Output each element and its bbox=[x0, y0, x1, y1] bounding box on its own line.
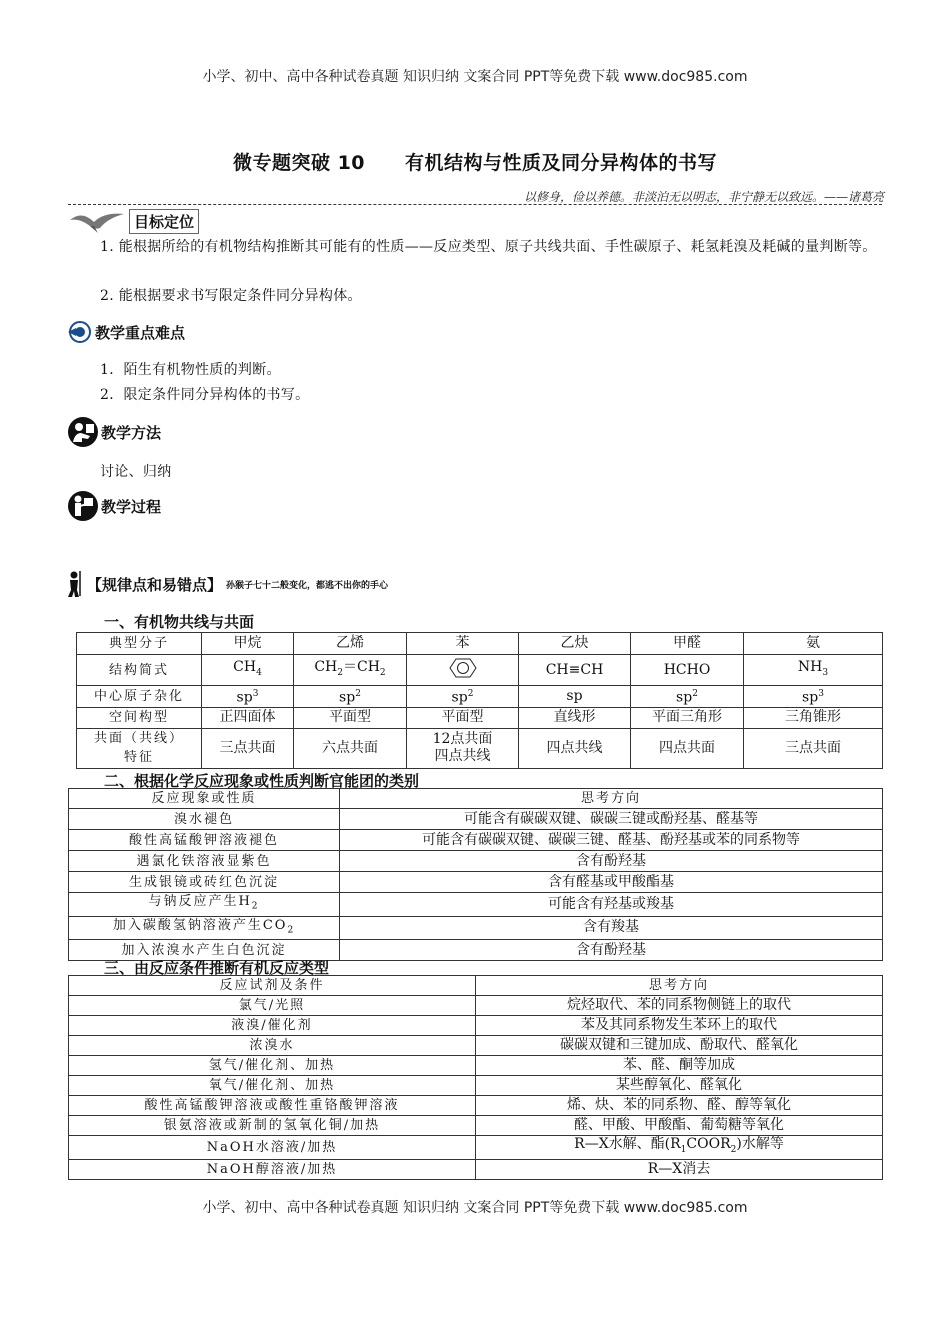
shape-cell: 平面型 bbox=[407, 707, 519, 728]
rules-heading-text: 【规律点和易错点】 bbox=[87, 575, 223, 594]
rules-note: 孙猴子七十二般变化，都逃不出你的手心 bbox=[226, 580, 389, 591]
formula-cell: HCHO bbox=[631, 655, 744, 686]
phenomenon-cell: 酸性高锰酸钾溶液褪色 bbox=[69, 830, 340, 851]
header-cell: 思考方向 bbox=[476, 976, 883, 996]
header-cell: 反应现象或性质 bbox=[69, 789, 340, 809]
condition-cell: 酸性高锰酸钾溶液或酸性重铬酸钾溶液 bbox=[69, 1096, 476, 1116]
row-label: 典型分子 bbox=[77, 633, 202, 655]
goals-heading-text: 目标定位 bbox=[129, 209, 199, 234]
part3-table bbox=[68, 975, 883, 1180]
direction-cell: R—X消去 bbox=[476, 1159, 883, 1179]
seagull-icon bbox=[68, 206, 126, 236]
method-text: 讨论、归纳 bbox=[100, 464, 172, 480]
direction-cell: 含有醛基或甲酸酯基 bbox=[340, 872, 883, 893]
condition-cell: 氧气/催化剂、加热 bbox=[69, 1076, 476, 1096]
direction-cell: 烷烃取代、苯的同系物侧链上的取代 bbox=[476, 996, 883, 1016]
phenomenon-cell: 与钠反应产生$H_2$ bbox=[69, 893, 340, 917]
page-footer: 小学、初中、高中各种试卷真题 知识归纳 文案合同 PPT等免费下载 www.doc985.com bbox=[202, 1200, 748, 1216]
direction-cell: 烯、炔、苯的同系物、醛、醇等氧化 bbox=[476, 1096, 883, 1116]
motto: 以修身，俭以养德。非淡泊无以明志，非宁静无以致远。——诸葛亮 bbox=[523, 190, 884, 204]
molecule-cell: 苯 bbox=[407, 633, 519, 655]
hybrid-cell: $sp^2$ bbox=[294, 686, 407, 708]
process-heading bbox=[68, 490, 161, 522]
table-row bbox=[69, 1076, 883, 1096]
table-row bbox=[77, 633, 883, 655]
eye-target-icon bbox=[68, 320, 92, 344]
shape-cell: 直线形 bbox=[519, 707, 631, 728]
condition-cell: 氯气/光照 bbox=[69, 996, 476, 1016]
table-row bbox=[69, 809, 883, 830]
table-row bbox=[69, 1016, 883, 1036]
phenomenon-cell: 加入碳酸氢钠溶液产生$CO_2$ bbox=[69, 916, 340, 940]
keypoint-item-1: 1．陌生有机物性质的判断。 bbox=[100, 362, 281, 378]
header-cell: 反应试剂及条件 bbox=[69, 976, 476, 996]
part2-table bbox=[68, 788, 883, 961]
shape-cell: 正四面体 bbox=[202, 707, 294, 728]
table-row bbox=[69, 976, 883, 996]
title-number: 微专题突破 10 bbox=[232, 152, 366, 174]
formula-cell: $CH_4$ bbox=[202, 655, 294, 686]
phenomenon-cell: 遇氯化铁溶液显紫色 bbox=[69, 851, 340, 872]
direction-cell: 可能含有羟基或羧基 bbox=[340, 893, 883, 917]
presenter-icon bbox=[68, 490, 98, 522]
direction-cell: 碳碳双键和三键加成、酚取代、醛氧化 bbox=[476, 1036, 883, 1056]
dashed-divider bbox=[68, 204, 882, 205]
feature-cell: 四点共线 bbox=[519, 728, 631, 768]
table-row bbox=[69, 893, 883, 917]
phenomenon-cell: 溴水褪色 bbox=[69, 809, 340, 830]
table-row bbox=[69, 1136, 883, 1160]
condition-cell: NaOH水溶液/加热 bbox=[69, 1136, 476, 1160]
monkey-king-icon bbox=[64, 570, 84, 598]
page-header: 小学、初中、高中各种试卷真题 知识归纳 文案合同 PPT等免费下载 www.doc985.com bbox=[202, 69, 748, 85]
keypoints-heading-text: 教学重点难点 bbox=[95, 323, 186, 342]
table-row bbox=[69, 789, 883, 809]
title-topic: 有机结构与性质及同分异构体的书写 bbox=[405, 152, 718, 174]
row-label: 共面（共线）特征 bbox=[77, 728, 202, 768]
condition-cell: 银氨溶液或新制的氢氧化铜/加热 bbox=[69, 1116, 476, 1136]
direction-cell: 含有羧基 bbox=[340, 916, 883, 940]
molecule-cell: 甲醛 bbox=[631, 633, 744, 655]
direction-cell: 醛、甲酸、甲酸酯、葡萄糖等氧化 bbox=[476, 1116, 883, 1136]
part1-title: 一、有机物共线与共面 bbox=[104, 613, 255, 631]
table-row bbox=[69, 872, 883, 893]
table-row bbox=[77, 655, 883, 686]
shape-cell: 平面型 bbox=[294, 707, 407, 728]
page-title bbox=[0, 148, 950, 175]
table-row bbox=[77, 707, 883, 728]
phenomenon-cell: 生成银镜或砖红色沉淀 bbox=[69, 872, 340, 893]
table-row bbox=[69, 830, 883, 851]
teacher-icon bbox=[68, 416, 98, 448]
condition-cell: 液溴/催化剂 bbox=[69, 1016, 476, 1036]
table-row bbox=[69, 1159, 883, 1179]
formula-cell: $NH_3$ bbox=[744, 655, 883, 686]
method-heading bbox=[68, 416, 161, 448]
row-label: 中心原子杂化 bbox=[77, 686, 202, 708]
keypoints-heading bbox=[68, 320, 185, 344]
molecule-cell: 氨 bbox=[744, 633, 883, 655]
goal-item-2: 2. 能根据要求书写限定条件同分异构体。 bbox=[100, 288, 362, 304]
table-row bbox=[69, 1096, 883, 1116]
table-row bbox=[69, 996, 883, 1016]
hybrid-cell: sp bbox=[519, 686, 631, 708]
method-heading-text: 教学方法 bbox=[101, 423, 162, 442]
hybrid-cell: $sp^3$ bbox=[744, 686, 883, 708]
row-label: 结构简式 bbox=[77, 655, 202, 686]
molecule-cell: 甲烷 bbox=[202, 633, 294, 655]
direction-cell: 可能含有碳碳双键、碳碳三键或酚羟基、醛基等 bbox=[340, 809, 883, 830]
formula-cell: $CH_2=CH_2$ bbox=[294, 655, 407, 686]
header-cell: 思考方向 bbox=[340, 789, 883, 809]
keypoint-item-2: 2．限定条件同分异构体的书写。 bbox=[100, 387, 310, 403]
table-row bbox=[69, 1116, 883, 1136]
direction-cell: 可能含有碳碳双键、碳碳三键、醛基、酚羟基或苯的同系物等 bbox=[340, 830, 883, 851]
benzene-ring-icon bbox=[448, 657, 478, 679]
table-row bbox=[77, 728, 883, 768]
condition-cell: NaOH醇溶液/加热 bbox=[69, 1159, 476, 1179]
shape-cell: 平面三角形 bbox=[631, 707, 744, 728]
table-row bbox=[69, 1036, 883, 1056]
hybrid-cell: $sp^2$ bbox=[631, 686, 744, 708]
feature-cell: 12点共面 四点共线 bbox=[407, 728, 519, 768]
phenomenon-cell: 加入浓溴水产生白色沉淀 bbox=[69, 940, 340, 961]
direction-cell: 含有酚羟基 bbox=[340, 940, 883, 961]
row-label: 空间构型 bbox=[77, 707, 202, 728]
formula-cell: CH≡CH bbox=[519, 655, 631, 686]
part3-title: 三、由反应条件推断有机反应类型 bbox=[104, 959, 330, 977]
table-row bbox=[69, 851, 883, 872]
molecule-cell: 乙炔 bbox=[519, 633, 631, 655]
part1-table bbox=[76, 632, 883, 769]
table-row bbox=[69, 916, 883, 940]
direction-cell: R—X水解、酯$(R_1COOR_2)$水解等 bbox=[476, 1136, 883, 1160]
feature-cell: 四点共面 bbox=[631, 728, 744, 768]
hybrid-cell: $sp^2$ bbox=[407, 686, 519, 708]
process-heading-text: 教学过程 bbox=[101, 497, 162, 516]
condition-cell: 浓溴水 bbox=[69, 1036, 476, 1056]
table-row bbox=[77, 686, 883, 708]
rules-heading bbox=[64, 570, 388, 598]
direction-cell: 含有酚羟基 bbox=[340, 851, 883, 872]
direction-cell: 某些醇氧化、醛氧化 bbox=[476, 1076, 883, 1096]
goals-heading bbox=[68, 206, 199, 236]
direction-cell: 苯、醛、酮等加成 bbox=[476, 1056, 883, 1076]
condition-cell: 氢气/催化剂、加热 bbox=[69, 1056, 476, 1076]
direction-cell: 苯及其同系物发生苯环上的取代 bbox=[476, 1016, 883, 1036]
table-row bbox=[69, 1056, 883, 1076]
molecule-cell: 乙烯 bbox=[294, 633, 407, 655]
feature-cell: 三点共面 bbox=[202, 728, 294, 768]
benzene-structure-cell bbox=[407, 655, 519, 686]
goal-item-1: 1. 能根据所给的有机物结构推断其可能有的性质——反应类型、原子共线共面、手性碳原子、耗氢耗溴及耗碱的量判断等。 bbox=[100, 239, 877, 255]
part2-title: 二、根据化学反应现象或性质判断官能团的类别 bbox=[104, 772, 420, 790]
hybrid-cell: $sp^3$ bbox=[202, 686, 294, 708]
feature-cell: 六点共面 bbox=[294, 728, 407, 768]
shape-cell: 三角锥形 bbox=[744, 707, 883, 728]
feature-cell: 三点共面 bbox=[744, 728, 883, 768]
